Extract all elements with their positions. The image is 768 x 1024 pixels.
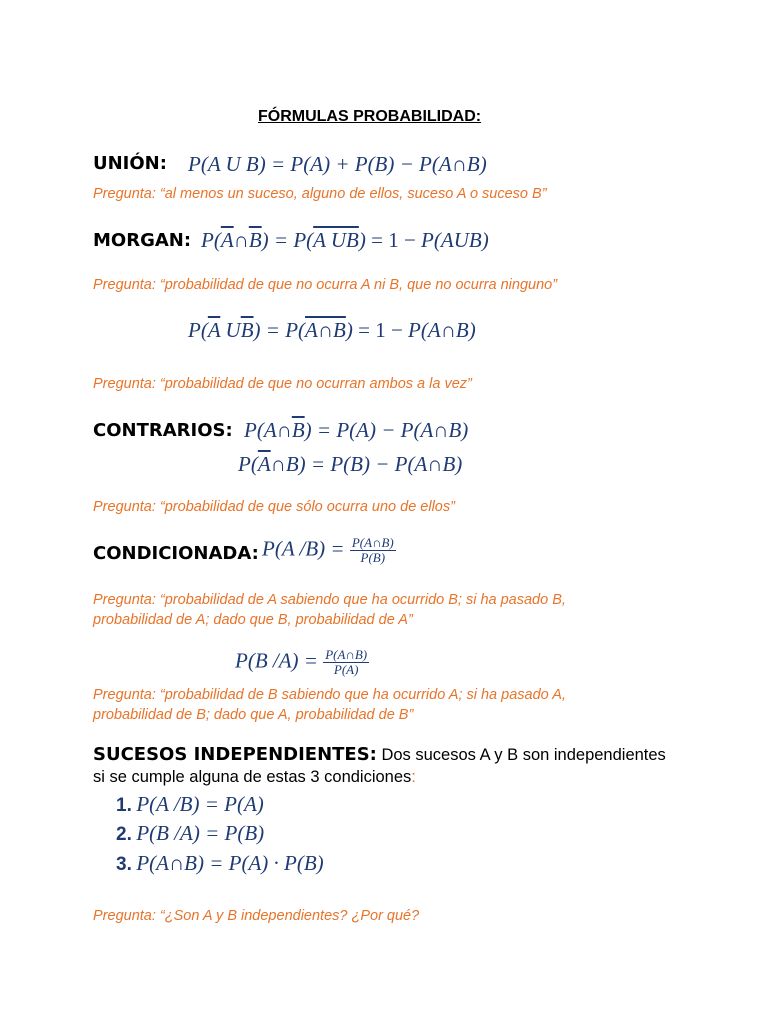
- condition-formula: P(B /A) = P(B): [136, 821, 265, 845]
- independientes-text-2: si se cumple alguna de estas 3 condiciones: [93, 768, 412, 786]
- condicionada-formula-1: P(A /B) = $\frac{P(A\cap B)}{P(B)}$: [262, 535, 394, 565]
- condicionada-pregunta-2-line1: Pregunta: “probabilidad de B sabiendo que ha ocurrido A; si ha pasado A,: [93, 687, 566, 703]
- independientes-line2: [93, 768, 416, 787]
- contrarios-formula-1: $P(A\cap\overline{B}) = P(A)$ − P(A∩B): [244, 418, 469, 442]
- morgan-formula-2: $P(\overline{A}$ $U\overline{B}$) = P(A∩B) = 1 − P(A∩B): [188, 318, 476, 342]
- condicionada-pregunta-2-line2: probabilidad de B; dado que A, probabilidad de B”: [93, 707, 414, 723]
- condition-formula: P(A∩B) = P(A) · P(B): [136, 851, 324, 875]
- condicionada-formula-2: P(B /A) = $\frac{P(A\cap B)}{P(A)}$: [235, 647, 368, 677]
- condition-number: 2.: [116, 824, 132, 845]
- morgan-label: MORGAN:: [93, 230, 192, 251]
- contrarios-formula-2: $P(\overline{A}\cap B) = P(B)$ − P(A∩B): [238, 452, 463, 476]
- independientes-line1: [93, 744, 666, 765]
- condition-number: 1.: [116, 795, 132, 816]
- independientes-label: SUCESOS INDEPENDIENTES:: [93, 744, 377, 765]
- independientes-colon: :: [411, 768, 416, 786]
- independientes-pregunta: Pregunta: “¿Son A y B independientes? ¿Por qué?: [93, 908, 420, 924]
- union-pregunta: Pregunta: “al menos un suceso, alguno de ellos, suceso A o suceso B”: [93, 186, 547, 202]
- contrarios-pregunta: Pregunta: “probabilidad de que sólo ocurra uno de ellos”: [93, 499, 455, 515]
- condition-item-3: [116, 851, 324, 876]
- condicionada-pregunta-1-line1: Pregunta: “probabilidad de A sabiendo que ha ocurrido B; si ha pasado B,: [93, 592, 566, 608]
- morgan-pregunta-1: Pregunta: “probabilidad de que no ocurra A ni B, que no ocurra ninguno”: [93, 277, 558, 293]
- union-formula: P(A U B) = P(A) + P(B) − P(A∩B): [188, 152, 487, 176]
- union-label: UNIÓN:: [93, 153, 167, 174]
- condition-item-2: [116, 821, 264, 846]
- page-title: FÓRMULAS PROBABILIDAD:: [258, 108, 482, 125]
- morgan-formula-1: $P(\overline{A}\cap\overline{B}) = P(A$ UB) = 1 − P(AUB): [201, 228, 489, 252]
- condition-number: 3.: [116, 854, 132, 875]
- condicionada-label: CONDICIONADA:: [93, 543, 259, 564]
- contrarios-label: CONTRARIOS:: [93, 420, 233, 441]
- condicionada-pregunta-1-line2: probabilidad de A; dado que B, probabilidad de A”: [93, 612, 413, 628]
- condition-item-1: [116, 792, 264, 817]
- condition-formula: P(A /B) = P(A): [136, 792, 264, 816]
- morgan-pregunta-2: Pregunta: “probabilidad de que no ocurran ambos a la vez”: [93, 376, 472, 392]
- independientes-text-1: Dos sucesos A y B son independientes: [376, 746, 666, 764]
